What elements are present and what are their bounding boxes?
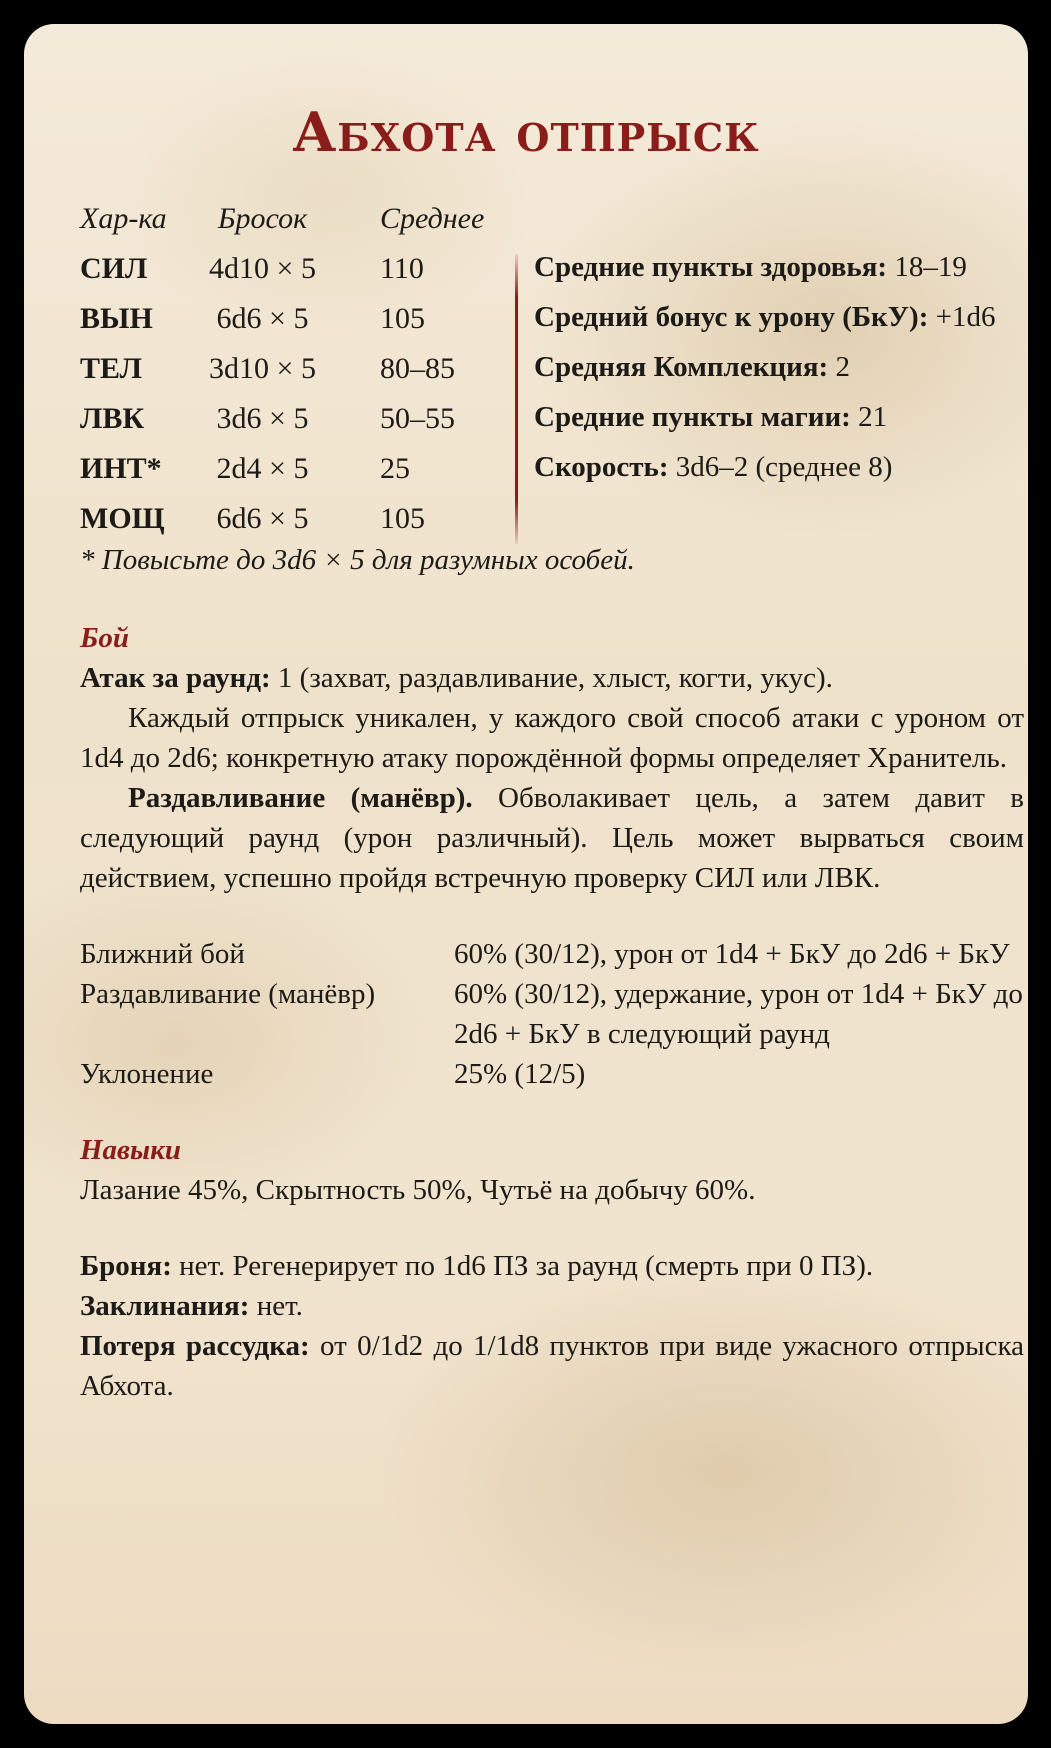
attack-name: Раздавливание (манёвр) [80,978,376,1010]
stat-name: СИЛ [80,252,148,285]
skills-heading: Навыки [80,1134,181,1166]
stat-roll: 3d10 × 5 [209,352,316,385]
combat-heading: Бой [80,622,130,654]
attack-row [80,1054,1024,1094]
skills-text: Лазание 45%, Скрытность 50%, Чутьё на добычу 60%. [80,1174,756,1206]
stat-name: ТЕЛ [80,352,142,385]
derived-row [534,392,995,442]
attack-name: Уклонение [80,1058,214,1090]
armor-value: нет. Регенерирует по 1d6 ПЗ за раунд (смерть при 0 ПЗ). [171,1250,874,1282]
stat-name: ВЫН [80,302,153,335]
stat-avg: 80–85 [380,352,455,385]
derived-row [534,442,995,492]
derived-row [534,292,995,342]
header-roll: Бросок [217,202,308,235]
derived-value: 3d6–2 (среднее 8) [668,451,893,483]
derived-value: +1d6 [928,301,996,333]
attacks-per-round [80,658,1024,698]
footnote: * Повысьте до 3d6 × 5 для разумных особей. [80,544,635,576]
derived-label: Скорость: [534,451,669,483]
stat-name: ЛВК [80,402,145,435]
spells-value: нет. [249,1290,303,1322]
stat-name: ИНТ* [80,452,162,485]
sanity-value: от 0/1d2 до 1/1d8 пунктов при виде ужасного отпрыска Абхота. [80,1330,1025,1402]
derived-label: Средняя Комплекция: [534,351,829,383]
description [80,618,1024,1406]
derived-value: 21 [850,401,888,433]
stat-card [24,24,1028,1724]
spacer [80,1210,1024,1246]
stat-roll: 6d6 × 5 [216,502,309,535]
spacer [80,1094,1024,1130]
armor-line [80,1246,1024,1286]
stat-avg: 25 [380,452,410,485]
page-title: Абхота отпрыск [292,100,760,164]
attack-list [80,934,1024,1094]
spells-line [80,1286,1024,1326]
armor-label: Броня: [80,1250,172,1282]
header-char: Хар-ка [80,202,167,235]
stat-roll: 4d10 × 5 [209,252,316,285]
stat-roll: 6d6 × 5 [216,302,309,335]
derived-row [534,342,995,392]
column-divider [515,254,518,544]
stat-avg: 110 [380,252,424,285]
stat-avg: 105 [380,502,425,535]
derived-value: 18–19 [887,251,967,283]
attacks-label: Атак за раунд: [80,662,271,694]
combat-para-1: Каждый отпрыск уникален, у каждого свой способ атаки с уроном от 1d4 до 2d6; конкретную атаку порождённой формы определяет Хранитель. [80,702,1024,774]
stat-avg: 50–55 [380,402,455,435]
derived-label: Средний бонус к урону (БкУ): [534,301,929,333]
derived-stats [534,242,995,492]
stat-roll: 2d4 × 5 [216,452,309,485]
stat-name: МОЩ [80,502,165,535]
header-avg: Среднее [380,202,485,235]
attack-value: 25% (12/5) [454,1058,586,1090]
attack-row [80,974,1024,1054]
attack-name: Ближний бой [80,938,245,970]
spells-label: Заклинания: [80,1290,250,1322]
derived-label: Средние пункты магии: [534,401,851,433]
stat-roll: 3d6 × 5 [216,402,309,435]
maneuver-text: Обволакивает цель, а затем давит в следующий раунд (урон различный). Цель может вырваться своим действием, успешно пройдя встречную проверку СИЛ или ЛВК. [80,782,1024,894]
combat-para-2 [80,778,1024,898]
derived-row [534,242,995,292]
sanity-label: Потеря рассудка: [80,1330,310,1362]
sanity-line [80,1326,1024,1406]
derived-value: 2 [828,351,850,383]
attack-row [80,934,1024,974]
attacks-value: 1 (захват, раздавливание, хлыст, когти, укус). [270,662,833,694]
stat-avg: 105 [380,302,425,335]
maneuver-label: Раздавливание (манёвр). [128,782,473,814]
derived-label: Средние пункты здоровья: [534,251,888,283]
attack-value: 60% (30/12), урон от 1d4 + БкУ до 2d6 + БкУ [454,938,1010,970]
attack-value: 60% (30/12), удержание, урон от 1d4 + БкУ до 2d6 + БкУ в следующий раунд [454,978,1023,1050]
